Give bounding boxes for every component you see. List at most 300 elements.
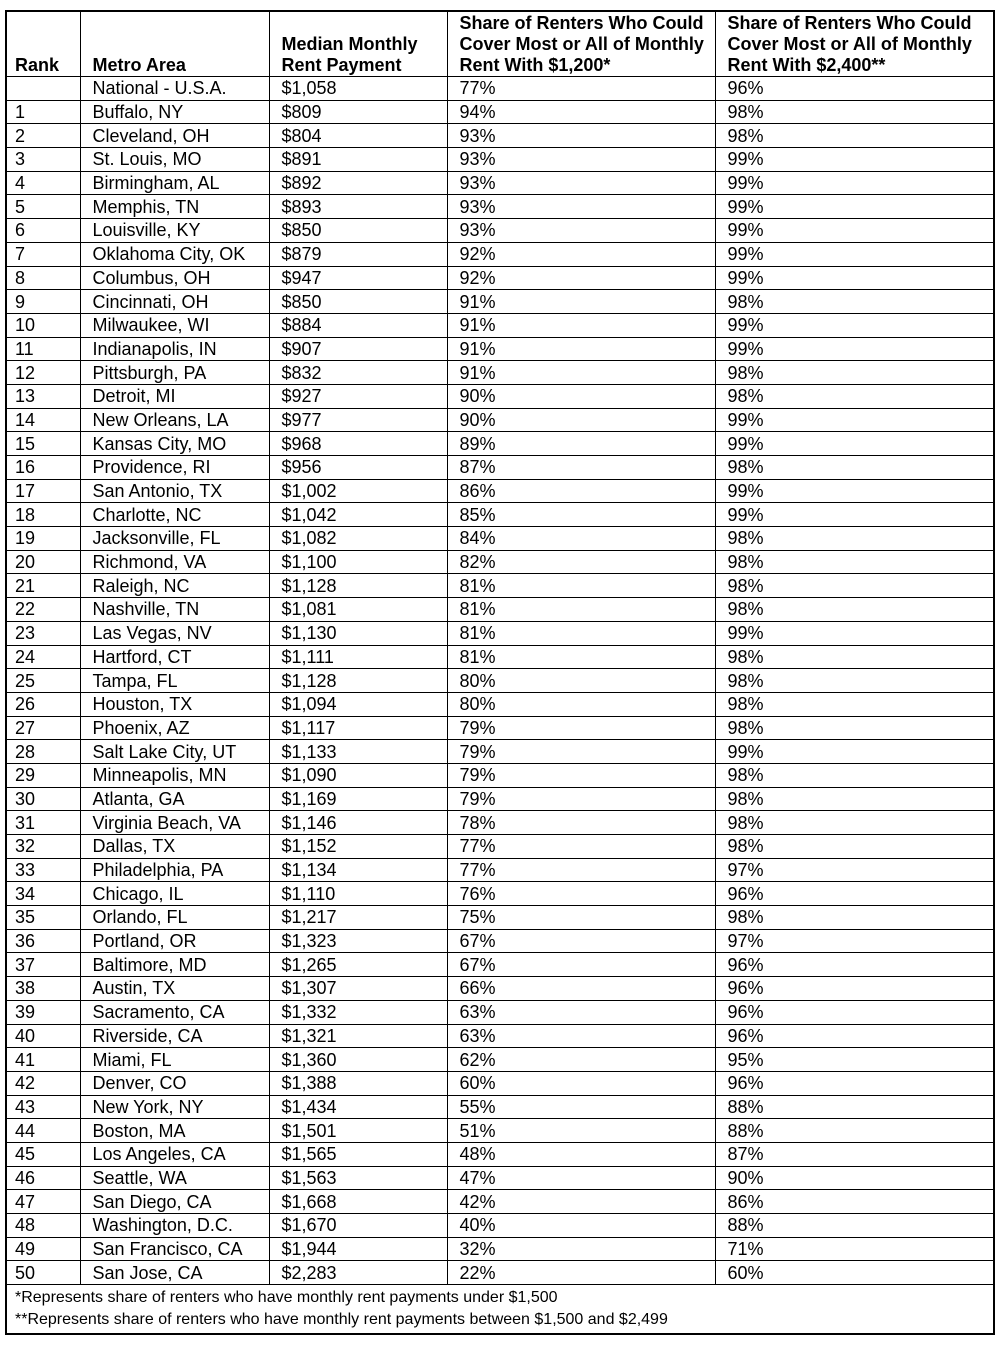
- footnote-row: [6, 1285, 994, 1335]
- share-2400-cell: 99%: [715, 148, 994, 172]
- share-2400-cell: 98%: [715, 456, 994, 480]
- table-row: [6, 337, 994, 361]
- header-row: [6, 11, 994, 77]
- median-rent-cell: $1,042: [269, 503, 447, 527]
- share-2400-cell: 98%: [715, 692, 994, 716]
- median-rent-cell: $1,128: [269, 669, 447, 693]
- median-rent-cell: $1,944: [269, 1237, 447, 1261]
- table-row: [6, 479, 994, 503]
- share-2400-cell: 99%: [715, 503, 994, 527]
- median-rent-cell: $1,670: [269, 1214, 447, 1238]
- table-row: [6, 763, 994, 787]
- table-row: [6, 977, 994, 1001]
- rank-cell: 49: [6, 1237, 80, 1261]
- rank-cell: 4: [6, 171, 80, 195]
- share-2400-cell: 87%: [715, 1142, 994, 1166]
- median-rent-cell: $1,217: [269, 906, 447, 930]
- rank-cell: 18: [6, 503, 80, 527]
- share-1200-cell: 94%: [447, 100, 715, 124]
- median-rent-cell: $1,090: [269, 763, 447, 787]
- footnote-2400: **Represents share of renters who have monthly rent payments between $1,500 and $2,499: [15, 1311, 668, 1329]
- metro-area-cell: Tampa, FL: [80, 669, 269, 693]
- median-rent-cell: $1,434: [269, 1095, 447, 1119]
- table-row: [6, 1119, 994, 1143]
- share-2400-cell: 98%: [715, 550, 994, 574]
- table-row: [6, 1048, 994, 1072]
- share-2400-cell: 99%: [715, 313, 994, 337]
- metro-area-cell: Detroit, MI: [80, 384, 269, 408]
- share-2400-cell: 97%: [715, 929, 994, 953]
- share-1200-cell: 32%: [447, 1237, 715, 1261]
- median-rent-cell: $1,265: [269, 953, 447, 977]
- rank-cell: 22: [6, 598, 80, 622]
- median-rent-cell: $1,565: [269, 1142, 447, 1166]
- rank-cell: 40: [6, 1024, 80, 1048]
- share-1200-cell: 22%: [447, 1261, 715, 1285]
- share-1200-cell: 79%: [447, 740, 715, 764]
- rank-cell: 13: [6, 384, 80, 408]
- table-row: [6, 1237, 994, 1261]
- share-1200-cell: 66%: [447, 977, 715, 1001]
- share-1200-cell: 51%: [447, 1119, 715, 1143]
- share-2400-cell: 98%: [715, 124, 994, 148]
- median-rent-cell: $892: [269, 171, 447, 195]
- metro-area-cell: Phoenix, AZ: [80, 716, 269, 740]
- median-rent-cell: $2,283: [269, 1261, 447, 1285]
- rank-cell: 41: [6, 1048, 80, 1072]
- table-row: [6, 1071, 994, 1095]
- share-1200-cell: 82%: [447, 550, 715, 574]
- metro-area-cell: Seattle, WA: [80, 1166, 269, 1190]
- metro-area-cell: Baltimore, MD: [80, 953, 269, 977]
- metro-area-cell: Riverside, CA: [80, 1024, 269, 1048]
- share-1200-cell: 67%: [447, 953, 715, 977]
- rank-cell: 35: [6, 906, 80, 930]
- share-1200-cell: 76%: [447, 882, 715, 906]
- rank-cell: 9: [6, 290, 80, 314]
- header-metro-area: Metro Area: [80, 11, 269, 77]
- share-2400-cell: 99%: [715, 621, 994, 645]
- table-row: [6, 645, 994, 669]
- metro-area-cell: Philadelphia, PA: [80, 858, 269, 882]
- metro-area-cell: Hartford, CT: [80, 645, 269, 669]
- share-2400-cell: 98%: [715, 527, 994, 551]
- rank-cell: [6, 77, 80, 101]
- table-row: [6, 716, 994, 740]
- header-share-1200: Share of Renters Who Could Cover Most or All of Monthly Rent With $1,200*: [447, 11, 715, 77]
- rank-cell: 11: [6, 337, 80, 361]
- rank-cell: 6: [6, 219, 80, 243]
- median-rent-cell: $891: [269, 148, 447, 172]
- share-1200-cell: 91%: [447, 337, 715, 361]
- rank-cell: 8: [6, 266, 80, 290]
- share-2400-cell: 98%: [715, 574, 994, 598]
- metro-area-cell: Pittsburgh, PA: [80, 361, 269, 385]
- median-rent-cell: $1,501: [269, 1119, 447, 1143]
- share-2400-cell: 86%: [715, 1190, 994, 1214]
- share-1200-cell: 93%: [447, 195, 715, 219]
- median-rent-cell: $809: [269, 100, 447, 124]
- table-row: [6, 100, 994, 124]
- rank-cell: 17: [6, 479, 80, 503]
- metro-area-cell: Columbus, OH: [80, 266, 269, 290]
- table-row: [6, 598, 994, 622]
- header-share-2400: Share of Renters Who Could Cover Most or All of Monthly Rent With $2,400**: [715, 11, 994, 77]
- median-rent-cell: $1,133: [269, 740, 447, 764]
- rank-cell: 14: [6, 408, 80, 432]
- metro-area-cell: Houston, TX: [80, 692, 269, 716]
- table-row: [6, 669, 994, 693]
- footnote-cell: [6, 1285, 994, 1335]
- rank-cell: 5: [6, 195, 80, 219]
- share-1200-cell: 90%: [447, 384, 715, 408]
- metro-area-cell: Providence, RI: [80, 456, 269, 480]
- footnote-1200: *Represents share of renters who have monthly rent payments under $1,500: [15, 1289, 558, 1307]
- share-2400-cell: 88%: [715, 1119, 994, 1143]
- table-header: [6, 11, 994, 77]
- share-2400-cell: 99%: [715, 740, 994, 764]
- metro-area-cell: New Orleans, LA: [80, 408, 269, 432]
- table-row: [6, 77, 994, 101]
- share-1200-cell: 55%: [447, 1095, 715, 1119]
- table-row: [6, 621, 994, 645]
- median-rent-cell: $1,321: [269, 1024, 447, 1048]
- median-rent-cell: $879: [269, 242, 447, 266]
- share-1200-cell: 81%: [447, 621, 715, 645]
- metro-area-cell: Louisville, KY: [80, 219, 269, 243]
- share-2400-cell: 99%: [715, 195, 994, 219]
- table-row: [6, 242, 994, 266]
- median-rent-cell: $927: [269, 384, 447, 408]
- share-1200-cell: 81%: [447, 645, 715, 669]
- rank-cell: 38: [6, 977, 80, 1001]
- metro-area-cell: St. Louis, MO: [80, 148, 269, 172]
- share-2400-cell: 99%: [715, 432, 994, 456]
- share-2400-cell: 98%: [715, 598, 994, 622]
- rank-cell: 28: [6, 740, 80, 764]
- median-rent-cell: $1,668: [269, 1190, 447, 1214]
- metro-area-cell: Atlanta, GA: [80, 787, 269, 811]
- share-1200-cell: 93%: [447, 219, 715, 243]
- median-rent-cell: $1,002: [269, 479, 447, 503]
- share-1200-cell: 93%: [447, 148, 715, 172]
- rank-cell: 12: [6, 361, 80, 385]
- metro-area-cell: Memphis, TN: [80, 195, 269, 219]
- median-rent-cell: $1,307: [269, 977, 447, 1001]
- metro-area-cell: Dallas, TX: [80, 835, 269, 859]
- metro-area-cell: San Francisco, CA: [80, 1237, 269, 1261]
- rank-cell: 20: [6, 550, 80, 574]
- share-1200-cell: 67%: [447, 929, 715, 953]
- share-2400-cell: 98%: [715, 716, 994, 740]
- rank-cell: 34: [6, 882, 80, 906]
- median-rent-cell: $1,360: [269, 1048, 447, 1072]
- rank-cell: 47: [6, 1190, 80, 1214]
- table-row: [6, 219, 994, 243]
- table-row: [6, 692, 994, 716]
- median-rent-cell: $1,134: [269, 858, 447, 882]
- share-1200-cell: 92%: [447, 242, 715, 266]
- rank-cell: 21: [6, 574, 80, 598]
- share-2400-cell: 88%: [715, 1214, 994, 1238]
- rank-cell: 48: [6, 1214, 80, 1238]
- metro-area-cell: Nashville, TN: [80, 598, 269, 622]
- share-2400-cell: 97%: [715, 858, 994, 882]
- share-2400-cell: 95%: [715, 1048, 994, 1072]
- share-2400-cell: 98%: [715, 361, 994, 385]
- share-2400-cell: 98%: [715, 290, 994, 314]
- share-1200-cell: 79%: [447, 787, 715, 811]
- median-rent-cell: $907: [269, 337, 447, 361]
- share-1200-cell: 42%: [447, 1190, 715, 1214]
- share-1200-cell: 81%: [447, 598, 715, 622]
- rank-cell: 24: [6, 645, 80, 669]
- share-2400-cell: 88%: [715, 1095, 994, 1119]
- table-row: [6, 408, 994, 432]
- table-row: [6, 266, 994, 290]
- metro-area-cell: Buffalo, NY: [80, 100, 269, 124]
- metro-area-cell: Cleveland, OH: [80, 124, 269, 148]
- table-row: [6, 1024, 994, 1048]
- rank-cell: 1: [6, 100, 80, 124]
- table-row: [6, 1166, 994, 1190]
- share-2400-cell: 99%: [715, 479, 994, 503]
- share-1200-cell: 79%: [447, 716, 715, 740]
- share-1200-cell: 80%: [447, 669, 715, 693]
- metro-area-cell: Orlando, FL: [80, 906, 269, 930]
- metro-area-cell: Jacksonville, FL: [80, 527, 269, 551]
- share-2400-cell: 99%: [715, 171, 994, 195]
- rank-cell: 30: [6, 787, 80, 811]
- share-2400-cell: 99%: [715, 266, 994, 290]
- rank-cell: 16: [6, 456, 80, 480]
- table-row: [6, 787, 994, 811]
- share-1200-cell: 62%: [447, 1048, 715, 1072]
- metro-area-cell: San Jose, CA: [80, 1261, 269, 1285]
- share-1200-cell: 80%: [447, 692, 715, 716]
- table-footnotes: [6, 1285, 994, 1335]
- share-1200-cell: 75%: [447, 906, 715, 930]
- share-1200-cell: 85%: [447, 503, 715, 527]
- table-row: [6, 148, 994, 172]
- share-1200-cell: 90%: [447, 408, 715, 432]
- median-rent-cell: $956: [269, 456, 447, 480]
- table-row: [6, 384, 994, 408]
- table-row: [6, 1142, 994, 1166]
- rank-cell: 36: [6, 929, 80, 953]
- median-rent-cell: $1,152: [269, 835, 447, 859]
- metro-area-cell: Denver, CO: [80, 1071, 269, 1095]
- share-2400-cell: 96%: [715, 77, 994, 101]
- metro-area-cell: Las Vegas, NV: [80, 621, 269, 645]
- rank-cell: 3: [6, 148, 80, 172]
- median-rent-cell: $1,058: [269, 77, 447, 101]
- share-2400-cell: 99%: [715, 337, 994, 361]
- table-row: [6, 195, 994, 219]
- share-2400-cell: 99%: [715, 219, 994, 243]
- metro-area-cell: Portland, OR: [80, 929, 269, 953]
- rent-table: [5, 10, 995, 1335]
- table-row: [6, 1214, 994, 1238]
- table-row: [6, 313, 994, 337]
- median-rent-cell: $893: [269, 195, 447, 219]
- table-row: [6, 953, 994, 977]
- header-rank: Rank: [6, 11, 80, 77]
- rank-cell: 27: [6, 716, 80, 740]
- median-rent-cell: $1,094: [269, 692, 447, 716]
- share-1200-cell: 93%: [447, 124, 715, 148]
- metro-area-cell: Cincinnati, OH: [80, 290, 269, 314]
- share-2400-cell: 98%: [715, 669, 994, 693]
- table-row: [6, 171, 994, 195]
- metro-area-cell: New York, NY: [80, 1095, 269, 1119]
- share-1200-cell: 40%: [447, 1214, 715, 1238]
- median-rent-cell: $1,323: [269, 929, 447, 953]
- table-row: [6, 858, 994, 882]
- median-rent-cell: $832: [269, 361, 447, 385]
- table-row: [6, 1190, 994, 1214]
- share-1200-cell: 48%: [447, 1142, 715, 1166]
- table-row: [6, 124, 994, 148]
- rank-cell: 25: [6, 669, 80, 693]
- share-2400-cell: 99%: [715, 242, 994, 266]
- rank-cell: 44: [6, 1119, 80, 1143]
- table-row: [6, 550, 994, 574]
- share-1200-cell: 63%: [447, 1000, 715, 1024]
- metro-area-cell: Chicago, IL: [80, 882, 269, 906]
- rank-cell: 46: [6, 1166, 80, 1190]
- share-2400-cell: 96%: [715, 953, 994, 977]
- metro-area-cell: Indianapolis, IN: [80, 337, 269, 361]
- share-2400-cell: 90%: [715, 1166, 994, 1190]
- table-row: [6, 811, 994, 835]
- median-rent-cell: $850: [269, 219, 447, 243]
- rank-cell: 33: [6, 858, 80, 882]
- table-row: [6, 929, 994, 953]
- rank-cell: 43: [6, 1095, 80, 1119]
- share-1200-cell: 84%: [447, 527, 715, 551]
- share-2400-cell: 98%: [715, 763, 994, 787]
- share-2400-cell: 96%: [715, 1024, 994, 1048]
- share-2400-cell: 96%: [715, 1000, 994, 1024]
- median-rent-cell: $884: [269, 313, 447, 337]
- table-row: [6, 835, 994, 859]
- table-row: [6, 503, 994, 527]
- median-rent-cell: $1,110: [269, 882, 447, 906]
- share-1200-cell: 89%: [447, 432, 715, 456]
- median-rent-cell: $968: [269, 432, 447, 456]
- table-row: [6, 906, 994, 930]
- table-row: [6, 290, 994, 314]
- rank-cell: 29: [6, 763, 80, 787]
- median-rent-cell: $1,081: [269, 598, 447, 622]
- median-rent-cell: $1,563: [269, 1166, 447, 1190]
- median-rent-cell: $850: [269, 290, 447, 314]
- metro-area-cell: Minneapolis, MN: [80, 763, 269, 787]
- metro-area-cell: Miami, FL: [80, 1048, 269, 1072]
- share-2400-cell: 60%: [715, 1261, 994, 1285]
- share-1200-cell: 91%: [447, 290, 715, 314]
- share-2400-cell: 71%: [715, 1237, 994, 1261]
- table-row: [6, 432, 994, 456]
- share-1200-cell: 77%: [447, 77, 715, 101]
- median-rent-cell: $1,146: [269, 811, 447, 835]
- table-row: [6, 882, 994, 906]
- table-row: [6, 740, 994, 764]
- rank-cell: 19: [6, 527, 80, 551]
- metro-area-cell: National - U.S.A.: [80, 77, 269, 101]
- median-rent-cell: $1,111: [269, 645, 447, 669]
- share-1200-cell: 60%: [447, 1071, 715, 1095]
- share-2400-cell: 96%: [715, 977, 994, 1001]
- share-2400-cell: 98%: [715, 811, 994, 835]
- table-row: [6, 361, 994, 385]
- rent-table-container: [5, 10, 993, 1335]
- median-rent-cell: $1,128: [269, 574, 447, 598]
- rank-cell: 7: [6, 242, 80, 266]
- rank-cell: 37: [6, 953, 80, 977]
- median-rent-cell: $1,082: [269, 527, 447, 551]
- table-row: [6, 1261, 994, 1285]
- share-1200-cell: 77%: [447, 835, 715, 859]
- rank-cell: 31: [6, 811, 80, 835]
- share-2400-cell: 98%: [715, 645, 994, 669]
- median-rent-cell: $1,169: [269, 787, 447, 811]
- share-1200-cell: 92%: [447, 266, 715, 290]
- rank-cell: 10: [6, 313, 80, 337]
- metro-area-cell: Washington, D.C.: [80, 1214, 269, 1238]
- metro-area-cell: Boston, MA: [80, 1119, 269, 1143]
- median-rent-cell: $1,117: [269, 716, 447, 740]
- metro-area-cell: Raleigh, NC: [80, 574, 269, 598]
- share-1200-cell: 47%: [447, 1166, 715, 1190]
- median-rent-cell: $977: [269, 408, 447, 432]
- median-rent-cell: $1,332: [269, 1000, 447, 1024]
- median-rent-cell: $1,100: [269, 550, 447, 574]
- table-row: [6, 1095, 994, 1119]
- share-1200-cell: 78%: [447, 811, 715, 835]
- share-1200-cell: 91%: [447, 361, 715, 385]
- share-2400-cell: 98%: [715, 835, 994, 859]
- median-rent-cell: $1,130: [269, 621, 447, 645]
- table-body: [6, 77, 994, 1285]
- share-2400-cell: 98%: [715, 787, 994, 811]
- metro-area-cell: Salt Lake City, UT: [80, 740, 269, 764]
- metro-area-cell: Milwaukee, WI: [80, 313, 269, 337]
- share-2400-cell: 98%: [715, 100, 994, 124]
- rank-cell: 50: [6, 1261, 80, 1285]
- rank-cell: 42: [6, 1071, 80, 1095]
- rank-cell: 15: [6, 432, 80, 456]
- metro-area-cell: Virginia Beach, VA: [80, 811, 269, 835]
- share-2400-cell: 98%: [715, 906, 994, 930]
- share-2400-cell: 98%: [715, 384, 994, 408]
- share-2400-cell: 99%: [715, 408, 994, 432]
- share-2400-cell: 96%: [715, 882, 994, 906]
- share-1200-cell: 93%: [447, 171, 715, 195]
- metro-area-cell: Oklahoma City, OK: [80, 242, 269, 266]
- metro-area-cell: Sacramento, CA: [80, 1000, 269, 1024]
- median-rent-cell: $804: [269, 124, 447, 148]
- metro-area-cell: Austin, TX: [80, 977, 269, 1001]
- metro-area-cell: Birmingham, AL: [80, 171, 269, 195]
- metro-area-cell: Los Angeles, CA: [80, 1142, 269, 1166]
- header-median-rent: Median Monthly Rent Payment: [269, 11, 447, 77]
- rank-cell: 39: [6, 1000, 80, 1024]
- rank-cell: 23: [6, 621, 80, 645]
- median-rent-cell: $1,388: [269, 1071, 447, 1095]
- table-row: [6, 456, 994, 480]
